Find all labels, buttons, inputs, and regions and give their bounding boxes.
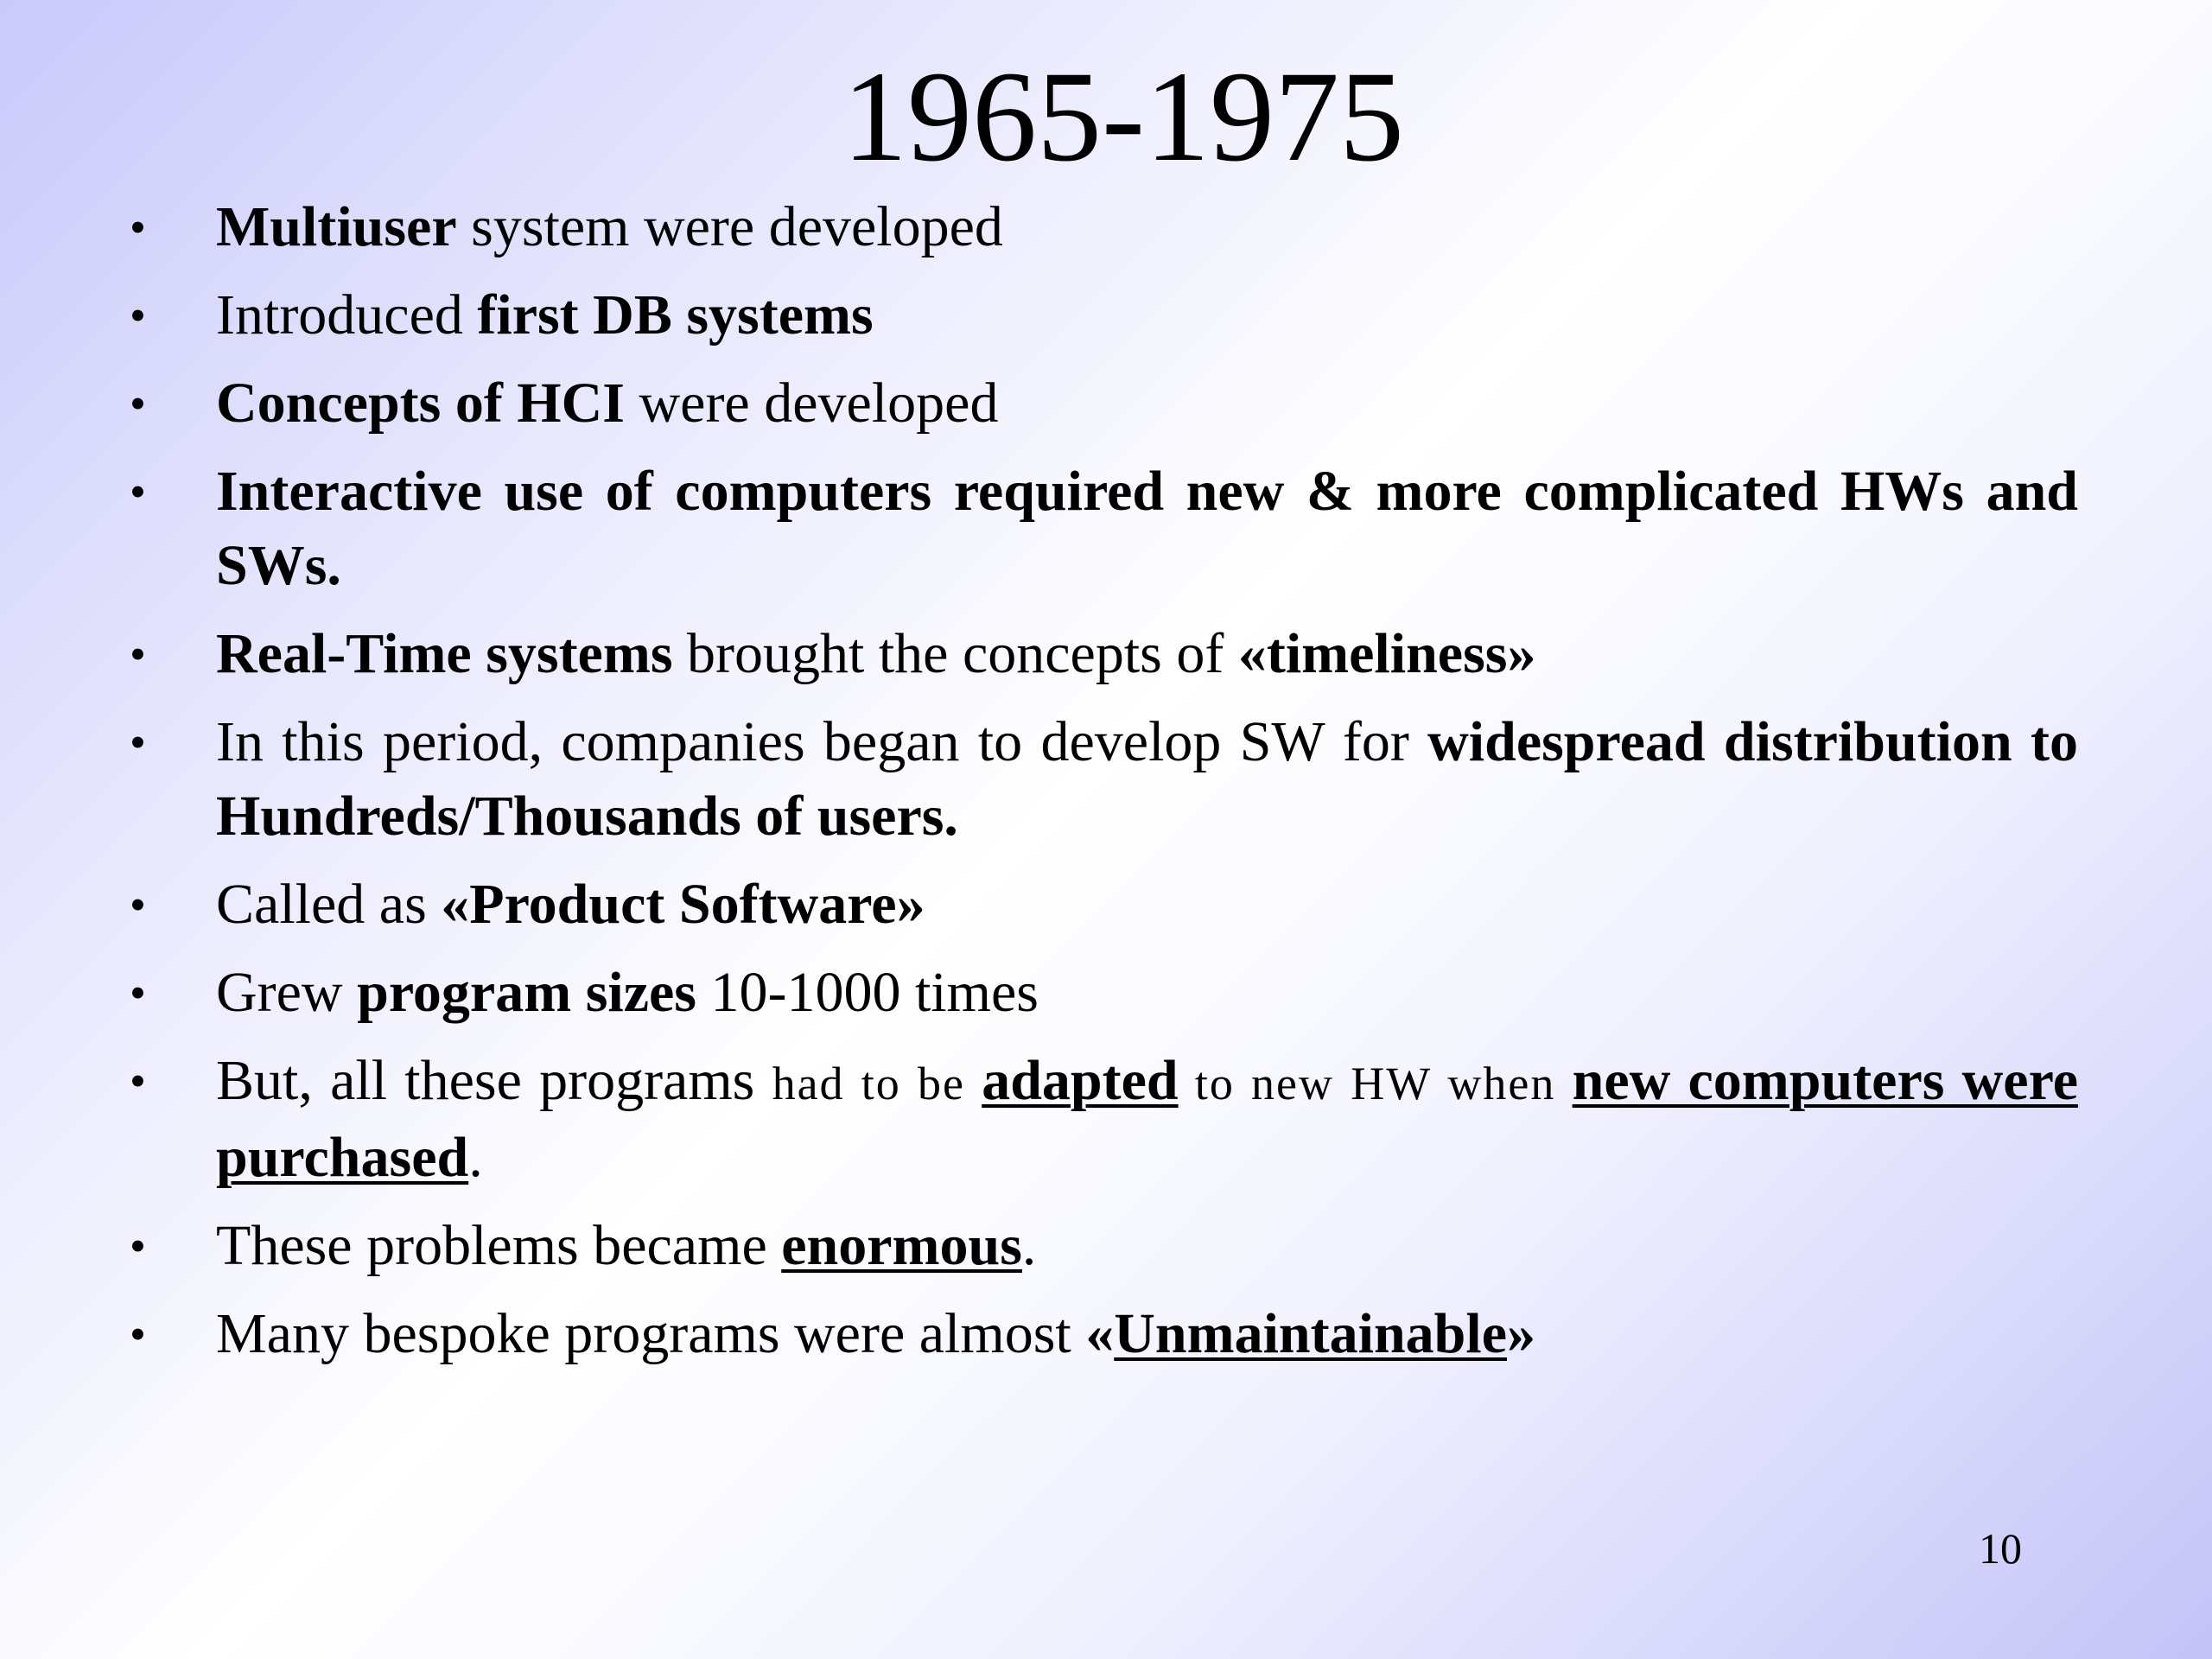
bold-text: widespread distribution to Hundreds/Thousands of users. [216,710,2078,848]
bullet-icon: • [130,716,146,768]
normal-text: Grew [216,961,358,1024]
bullet-item [130,278,2078,353]
underlined-bold-text: Unmaintainable [1114,1302,1507,1365]
bullet-text [216,622,1535,685]
bullet-item [130,705,2078,854]
normal-text: were developed [625,372,999,435]
normal-text: Introduced [216,283,478,346]
bold-text: «Product Software» [441,873,925,936]
bullet-text [216,283,874,346]
small-text: had to be [772,1058,982,1109]
page-number: 10 [1979,1524,2022,1573]
bold-text: Concepts of HCI [216,372,625,435]
small-text: to new HW when [1178,1058,1573,1109]
bullet-icon: • [130,1308,146,1360]
bold-text: program sizes [357,961,696,1024]
bullet-item [130,956,2078,1030]
bullet-item [130,454,2078,603]
slide-title: 1965-1975 [842,45,1404,188]
normal-text: Called as [216,873,442,936]
bullet-text [216,454,2078,603]
bullet-item [130,1044,2078,1195]
underlined-bold-text: enormous [781,1214,1022,1277]
underlined-bold-text: new computers were purchased [216,1049,2078,1189]
bold-text: Real-Time systems [216,622,673,685]
bullet-icon: • [130,466,146,518]
bold-text: Multiuser [216,195,457,258]
underlined-bold-text: adapted [982,1049,1179,1112]
bullet-icon: • [130,967,146,1019]
bullet-icon: • [130,201,146,253]
bullet-icon: • [130,628,146,680]
bullet-text [216,372,998,435]
bullet-text [216,961,1039,1024]
normal-text: . [468,1126,483,1189]
bullet-text [216,195,1003,258]
bullet-item [130,617,2078,691]
normal-text: system were developed [456,195,1003,258]
bold-text: « [1085,1302,1115,1365]
normal-text: But, all these programs [216,1049,772,1112]
normal-text: In this period, companies began to develop SW for [216,710,1428,773]
bullet-text [216,1214,1036,1277]
bullet-icon: • [130,289,146,341]
bullet-icon: • [130,1220,146,1272]
normal-text: These problems became [216,1214,782,1277]
bullet-item [130,366,2078,441]
bullet-item [130,190,2078,264]
bullet-list [130,190,2078,1385]
bullet-icon: • [130,879,146,931]
normal-text: Many bespoke programs were almost [216,1302,1086,1365]
bold-text: «timeliness» [1237,622,1536,685]
bullet-icon: • [130,1055,146,1107]
normal-text: brought the concepts of [672,622,1238,685]
bullet-item [130,868,2078,942]
bold-text: » [1507,1302,1535,1365]
bullet-text [216,1044,2078,1195]
bullet-icon: • [130,378,146,429]
normal-text: 10-1000 times [696,961,1039,1024]
normal-text: . [1021,1214,1037,1277]
bold-text: first DB systems [477,283,874,346]
bullet-text [216,705,2078,854]
bullet-text [216,873,925,936]
bold-text: Interactive use of computers required new & more complicated HWs and SWs. [216,460,2078,597]
bullet-text [216,1302,1535,1365]
bullet-item [130,1209,2078,1283]
bullet-item [130,1297,2078,1371]
